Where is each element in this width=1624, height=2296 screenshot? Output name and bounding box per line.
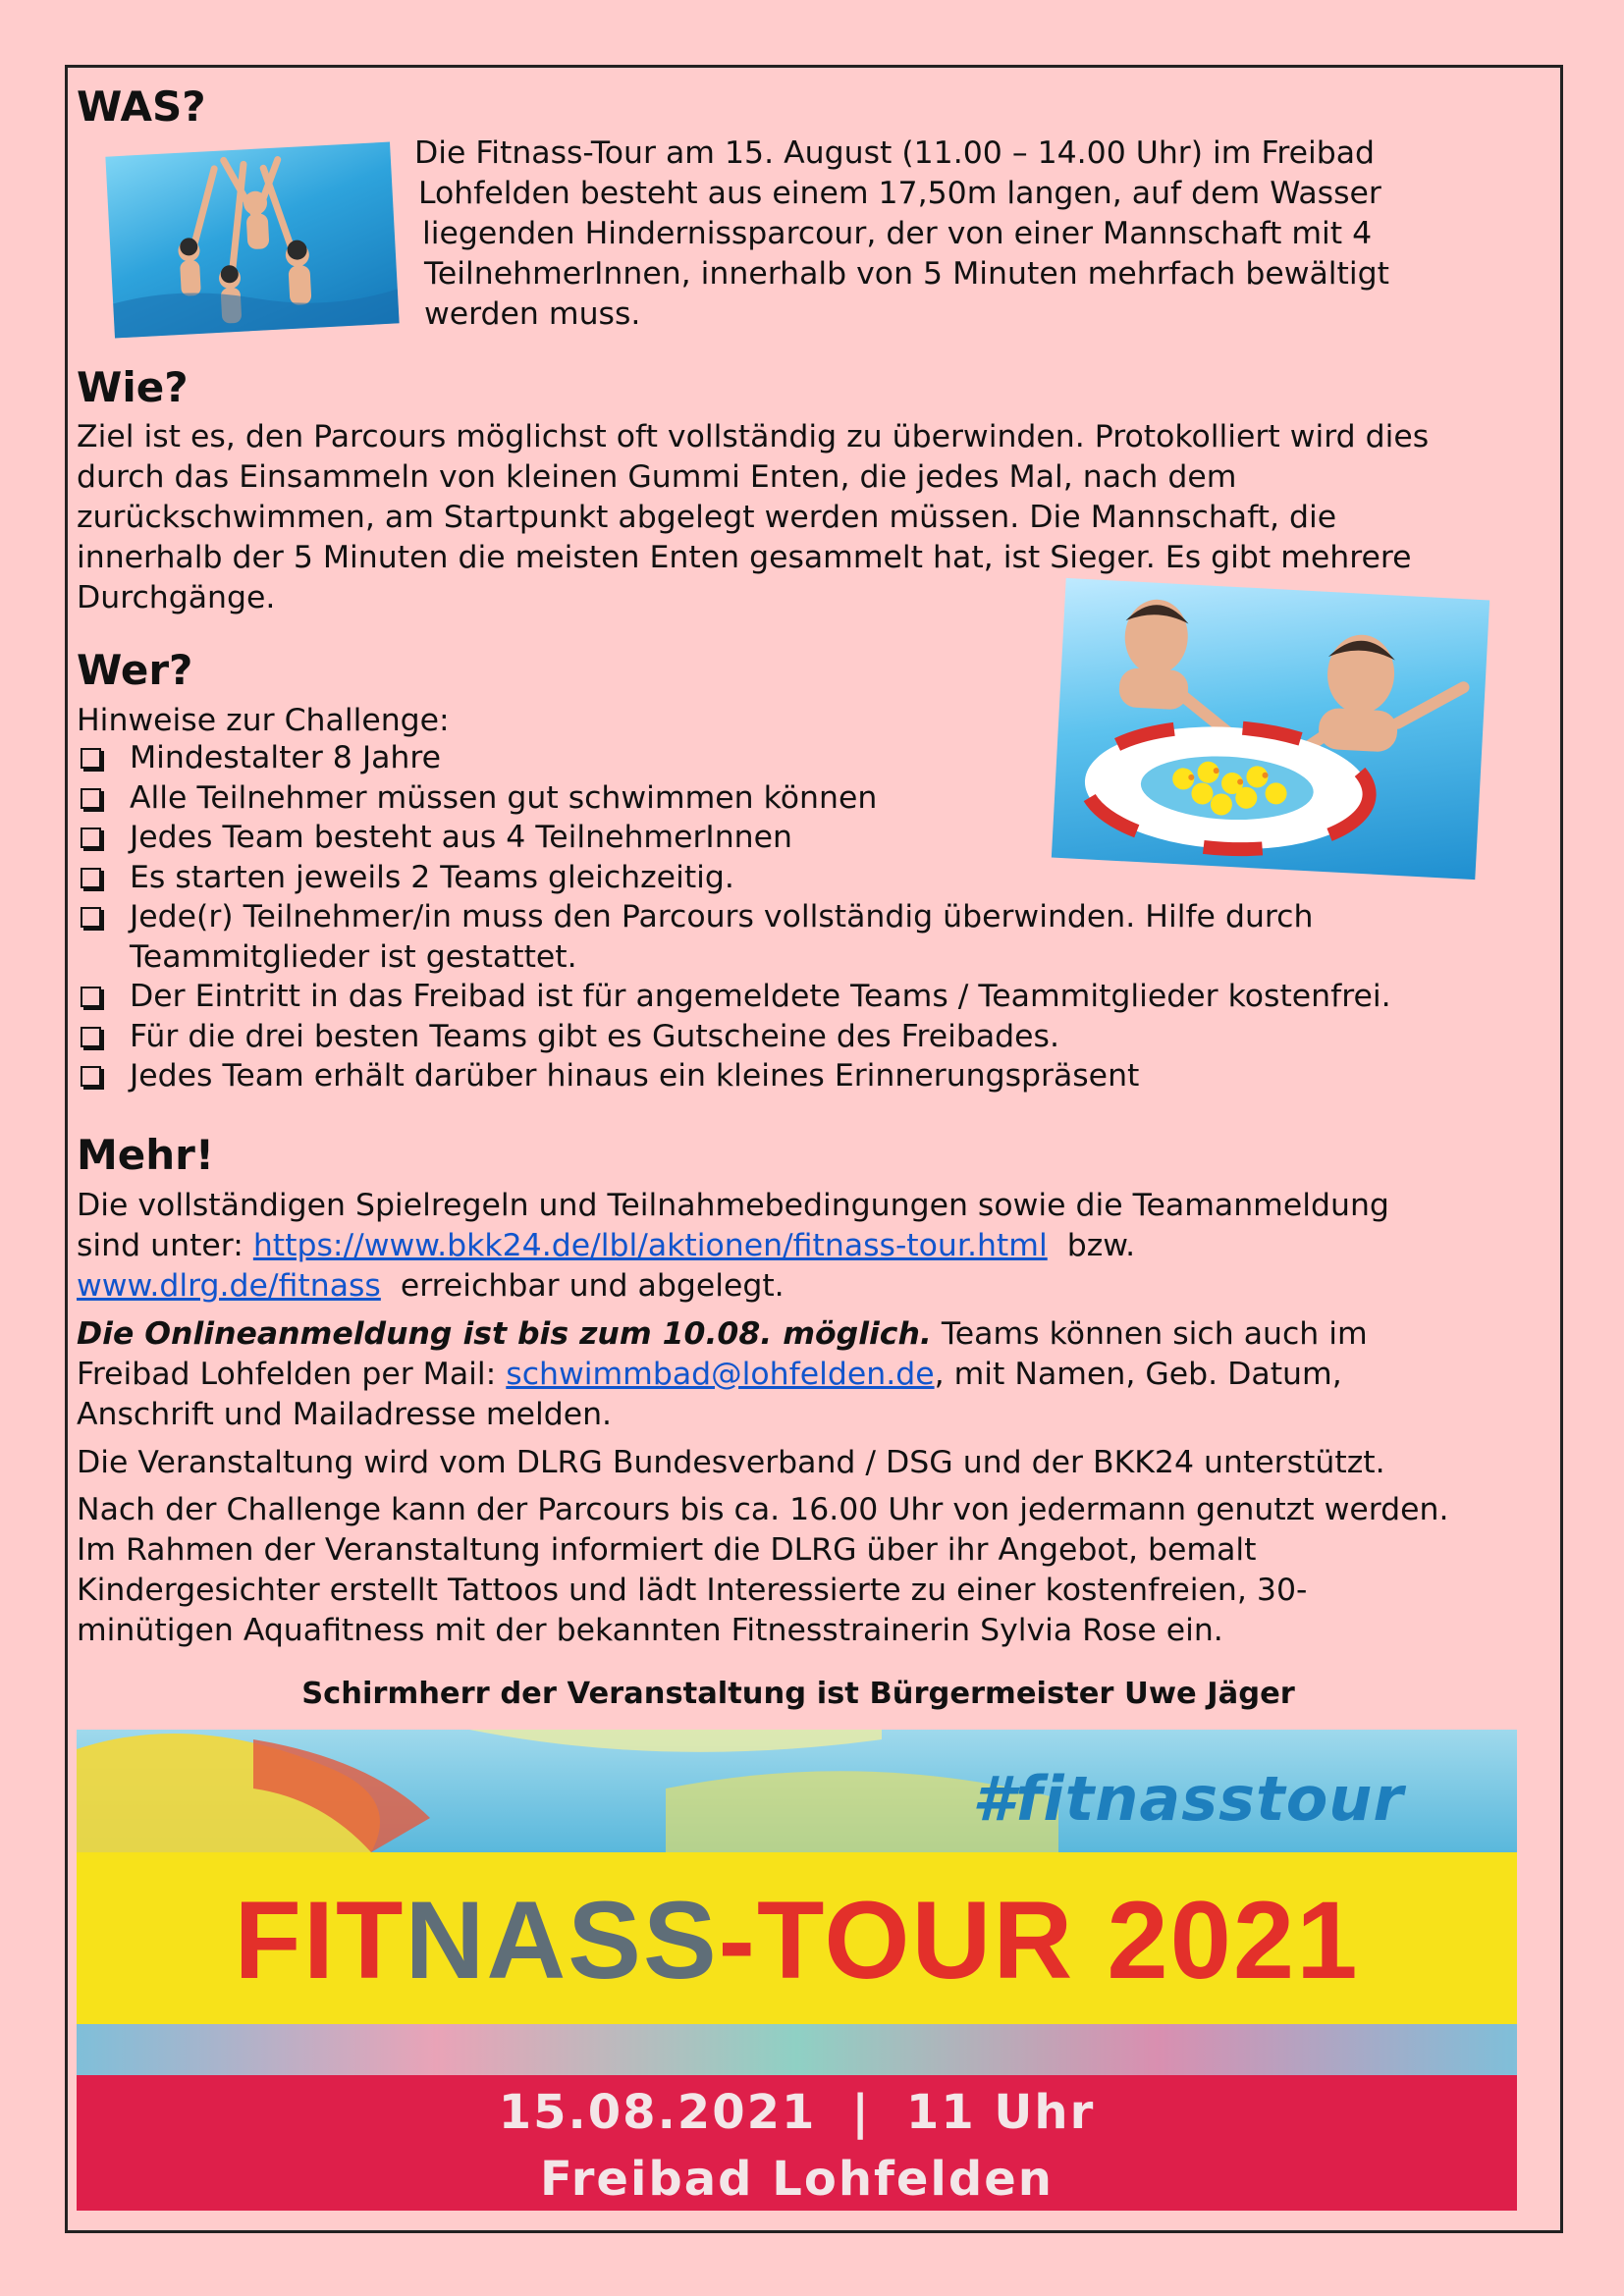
photo-swimmers-high-five bbox=[105, 142, 399, 339]
checklist bbox=[77, 738, 1510, 1096]
was-line: werden muss. bbox=[424, 296, 641, 332]
event-banner bbox=[77, 1730, 1517, 2211]
wie-line: Ziel ist es, den Parcours möglichst oft vollständig zu überwinden. Protokolliert wird dies bbox=[77, 419, 1430, 454]
heading-wie: Wie? bbox=[77, 363, 189, 411]
banner-location: Freibad Lohfelden bbox=[540, 2152, 1054, 2207]
wie-line: zurückschwimmen, am Startpunkt abgelegt werden müssen. Die Mannschaft, die bbox=[77, 500, 1337, 535]
banner-title: FITNASS-TOUR 2021 bbox=[234, 1879, 1360, 2002]
after-challenge-paragraph: Nach der Challenge kann der Parcours bis ca. 16.00 Uhr von jedermann genutzt werden. Im Rahmen der Veranstaltung informiert die DLRG über ihr Angebot, bemalt Kindergesichter erstellt Tattoos und lädt Interessierte zu einer kostenfreien, 30- minütigen Aquafitness mit der bekannten Fitnesstrainerin Sylvia Rose ein. bbox=[77, 1492, 1449, 1648]
wie-text bbox=[77, 417, 1549, 618]
checkbox-icon bbox=[81, 907, 101, 928]
heading-mehr: Mehr! bbox=[77, 1131, 215, 1179]
wie-line: durch das Einsammeln von kleinen Gummi Enten, die jedes Mal, nach dem bbox=[77, 459, 1237, 495]
checkbox-icon bbox=[81, 748, 101, 769]
list-item: Mindestalter 8 Jahre bbox=[77, 738, 1510, 778]
wie-line: innerhalb der 5 Minuten die meisten Enten gesammelt hat, ist Sieger. Es gibt mehrere bbox=[77, 540, 1412, 575]
banner-color-stripe bbox=[77, 2024, 1517, 2075]
support-paragraph: Die Veranstaltung wird vom DLRG Bundesverband / DSG und der BKK24 unterstützt. bbox=[77, 1445, 1385, 1480]
email-link[interactable]: schwimmbad@lohfelden.de bbox=[506, 1357, 935, 1392]
banner-hashtag: #fitnasstour bbox=[972, 1763, 1404, 1835]
heading-wer: Wer? bbox=[77, 646, 193, 694]
list-item: Für die drei besten Teams gibt es Gutscheine des Freibades. bbox=[77, 1017, 1510, 1057]
list-item: Es starten jeweils 2 Teams gleichzeitig. bbox=[77, 858, 1510, 898]
list-item: Der Eintritt in das Freibad ist für angemeldete Teams / Teammitglieder kostenfrei. bbox=[77, 977, 1510, 1017]
checkbox-icon bbox=[81, 868, 101, 888]
checkbox-icon bbox=[81, 1066, 101, 1087]
checkbox-icon bbox=[81, 987, 101, 1007]
list-item: Alle Teilnehmer müssen gut schwimmen können bbox=[77, 778, 1510, 819]
wie-line: Durchgänge. bbox=[77, 580, 276, 615]
dlrg-link[interactable]: www.dlrg.de/fitnass bbox=[77, 1268, 381, 1304]
banner-pool-background bbox=[77, 1730, 1517, 1852]
was-line: Die Fitnass-Tour am 15. August (11.00 – 14.00 Uhr) im Freibad bbox=[414, 135, 1376, 171]
wer-intro: Hinweise zur Challenge: bbox=[77, 703, 450, 738]
mehr-links-paragraph: Die vollständigen Spielregeln und Teilnahmebedingungen sowie die Teamanmeldung sind unter: https://www.bkk24.de/lbl/aktionen/fitnass-tour.html bzw. www.dlrg.de/fitnass erreichbar und abgelegt. bbox=[77, 1188, 1389, 1304]
was-line: liegenden Hindernissparcour, der von einer Mannschaft mit 4 bbox=[422, 216, 1373, 251]
heading-was: WAS? bbox=[77, 82, 206, 131]
checkbox-icon bbox=[81, 788, 101, 809]
patron-line: Schirmherr der Veranstaltung ist Bürgermeister Uwe Jäger bbox=[301, 1677, 1295, 1711]
was-line: Lohfelden besteht aus einem 17,50m langen, auf dem Wasser bbox=[418, 176, 1381, 211]
list-item: Jedes Team erhält darüber hinaus ein kleines Erinnerungspräsent bbox=[77, 1056, 1510, 1096]
checkbox-icon bbox=[81, 1027, 101, 1047]
was-line: TeilnehmerInnen, innerhalb von 5 Minuten mehrfach bewältigt bbox=[424, 256, 1389, 292]
was-text bbox=[414, 133, 1524, 335]
checkbox-icon bbox=[81, 828, 101, 848]
list-item: Jedes Team besteht aus 4 TeilnehmerInnen bbox=[77, 818, 1510, 858]
list-item: Jede(r) Teilnehmer/in muss den Parcours vollständig überwinden. Hilfe durch Teammitglieder ist gestattet. bbox=[77, 897, 1494, 977]
bkk24-link[interactable]: https://www.bkk24.de/lbl/aktionen/fitnass-tour.html bbox=[252, 1228, 1048, 1263]
registration-deadline: Die Onlineanmeldung ist bis zum 10.08. möglich. bbox=[77, 1316, 932, 1352]
banner-date-time: 15.08.2021 | 11 Uhr bbox=[498, 2085, 1096, 2140]
registration-paragraph: Die Onlineanmeldung ist bis zum 10.08. möglich. Teams können sich auch im Freibad Lohfelden per Mail: schwimmbad@lohfelden.de, mit Namen, Geb. Datum, Anschrift und Mailadresse melden. bbox=[77, 1316, 1368, 1432]
